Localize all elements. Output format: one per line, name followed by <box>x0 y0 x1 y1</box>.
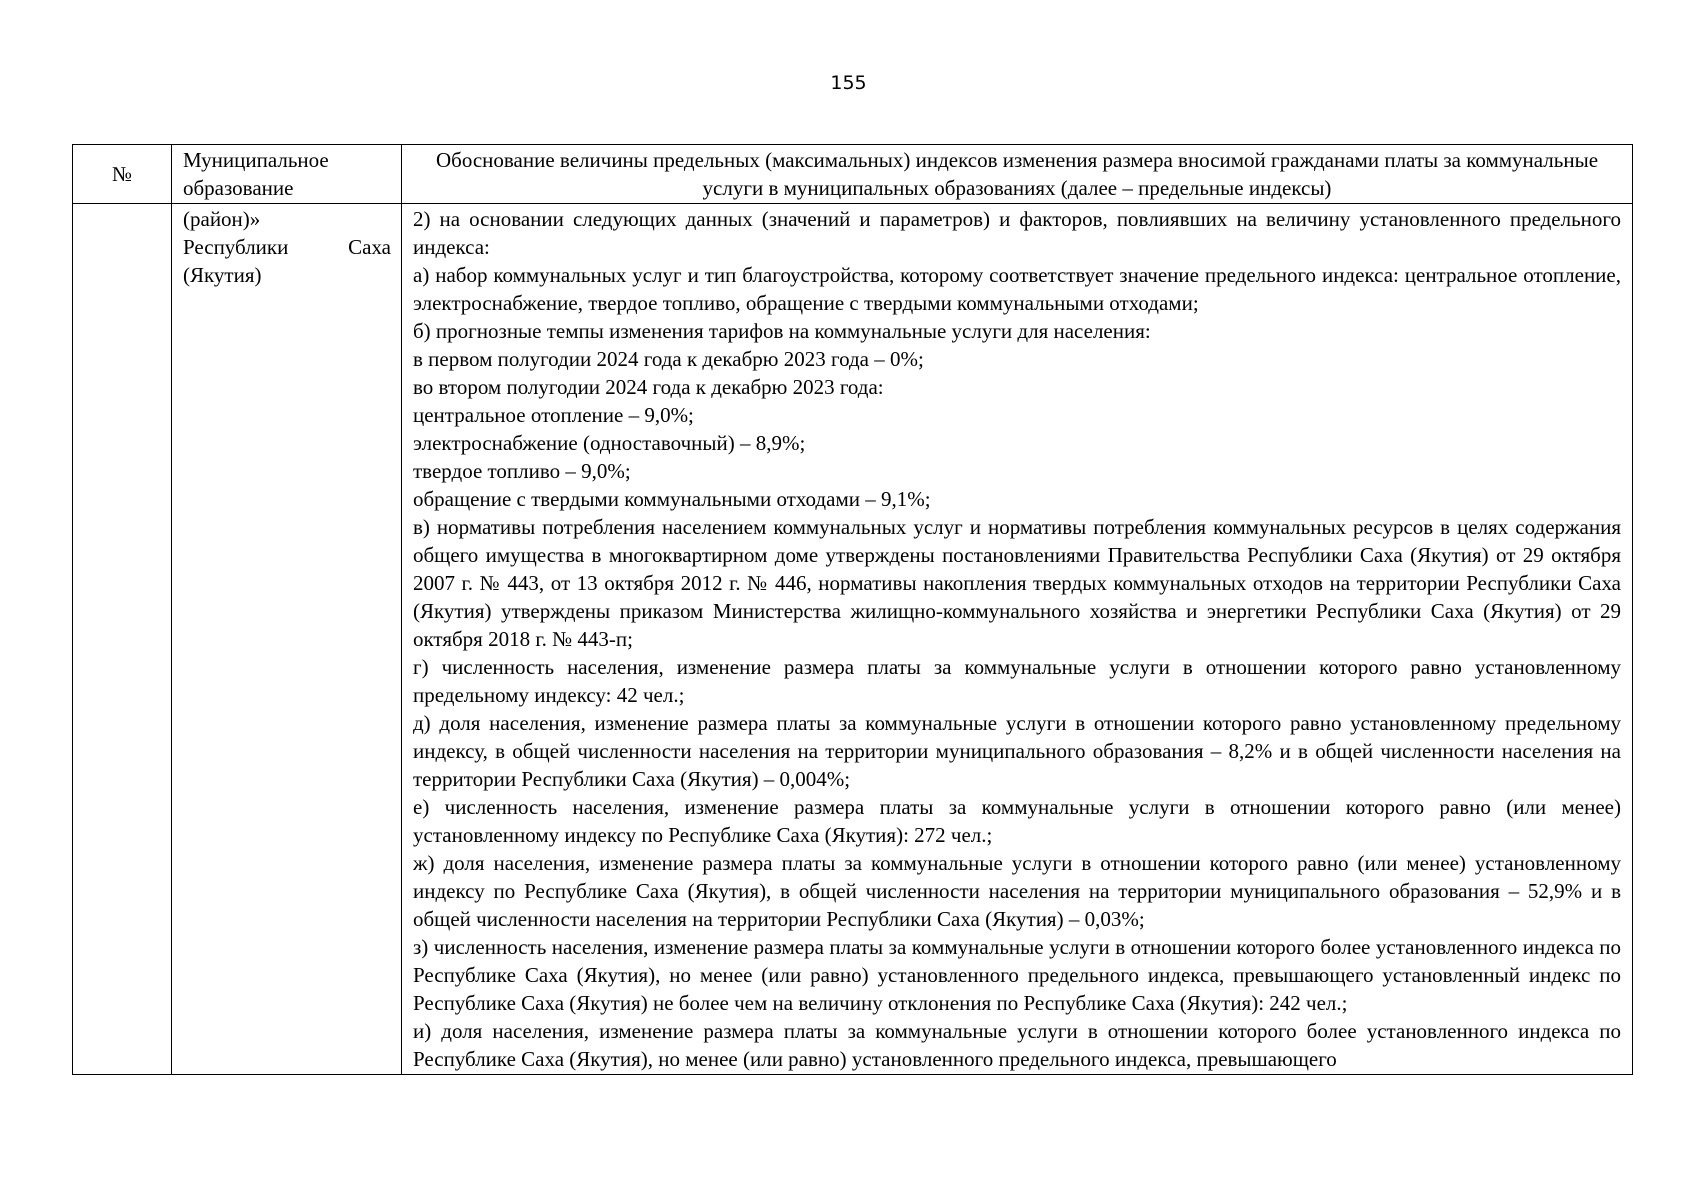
paragraph: б) прогнозные темпы изменения тарифов на коммунальные услуги для населения: <box>413 319 1151 343</box>
paragraph: обращение с твердыми коммунальными отходами – 9,1%; <box>413 487 931 511</box>
justification-cell <box>402 204 1633 1075</box>
paragraph: з) численность населения, изменение размера платы за коммунальные услуги в отношении которого более установленного индекса по Республике Саха (Якутия), но менее (или равно) установленного предельного индекса, превышающего установленный индекс по Республике Саха (Якутия) не более чем на величину отклонения по Республике Саха (Якутия): 242 чел.; <box>413 935 1621 1015</box>
paragraph: е) численность населения, изменение размера платы за коммунальные услуги в отношении которого равно (или менее) установленному индексу по Республике Саха (Якутия): 272 чел.; <box>413 795 1621 847</box>
row-number-cell <box>73 204 172 1075</box>
paragraph: 2) на основании следующих данных (значений и параметров) и факторов, повлиявших на величину установленного предельного индекса: <box>413 207 1621 259</box>
paragraph: ж) доля населения, изменение размера платы за коммунальные услуги в отношении которого равно (или менее) установленному индексу по Республике Саха (Якутия), в общей численности населения на территории муниципального образования – 52,9% и в общей численности населения на территории Республики Саха (Якутия) – 0,03%; <box>413 851 1621 931</box>
header-number: № <box>73 145 172 204</box>
paragraph: и) доля населения, изменение размера платы за коммунальные услуги в отношении которого более установленного индекса по Республике Саха (Якутия), но менее (или равно) установленного предельного индекса, превышающего <box>413 1019 1621 1071</box>
table-header-row <box>73 145 1633 204</box>
municipality-line: (район)» <box>183 207 261 231</box>
header-municipality: Муниципальное образование <box>172 145 402 204</box>
page-number: 155 <box>830 72 867 94</box>
table-row <box>73 204 1633 1075</box>
paragraph: во втором полугодии 2024 года к декабрю 2023 года: <box>413 375 884 399</box>
paragraph: электроснабжение (одноставочный) – 8,9%; <box>413 431 806 455</box>
paragraph: г) численность населения, изменение размера платы за коммунальные услуги в отношении которого равно установленному предельному индексу: 42 чел.; <box>413 655 1621 707</box>
municipality-cell <box>172 204 402 1075</box>
paragraph: в) нормативы потребления населением коммунальных услуг и нормативы потребления коммунальных ресурсов в целях содержания общего имущества в многоквартирном доме утверждены постановлениями Правительства Республики Саха (Якутия) от 29 октября 2007 г. № 443, от 13 октября 2012 г. № 446, нормативы накопления твердых коммунальных отходов на территории Республики Саха (Якутия) утверждены приказом Министерства жилищно-коммунального хозяйства и энергетики Республики Саха (Якутия) от 29 октября 2018 г. № 443-п; <box>413 515 1621 651</box>
index-justification-table <box>72 144 1633 1075</box>
municipality-line: (Якутия) <box>183 263 262 287</box>
paragraph: д) доля населения, изменение размера платы за коммунальные услуги в отношении которого равно установленному предельному индексу, в общей численности населения на территории муниципального образования – 8,2% и в общей численности населения на территории Республики Саха (Якутия) – 0,004%; <box>413 711 1621 791</box>
header-justification: Обоснование величины предельных (максимальных) индексов изменения размера вносимой гражданами платы за коммунальные услуги в муниципальных образованиях (далее – предельные индексы) <box>402 145 1633 204</box>
paragraph: в первом полугодии 2024 года к декабрю 2023 года – 0%; <box>413 347 924 371</box>
paragraph: твердое топливо – 9,0%; <box>413 459 631 483</box>
municipality-line: Республики Саха <box>183 235 391 259</box>
paragraph: а) набор коммунальных услуг и тип благоустройства, которому соответствует значение предельного индекса: центральное отопление, электроснабжение, твердое топливо, обращение с твердыми коммунальными отходами; <box>413 263 1621 315</box>
paragraph: центральное отопление – 9,0%; <box>413 403 694 427</box>
